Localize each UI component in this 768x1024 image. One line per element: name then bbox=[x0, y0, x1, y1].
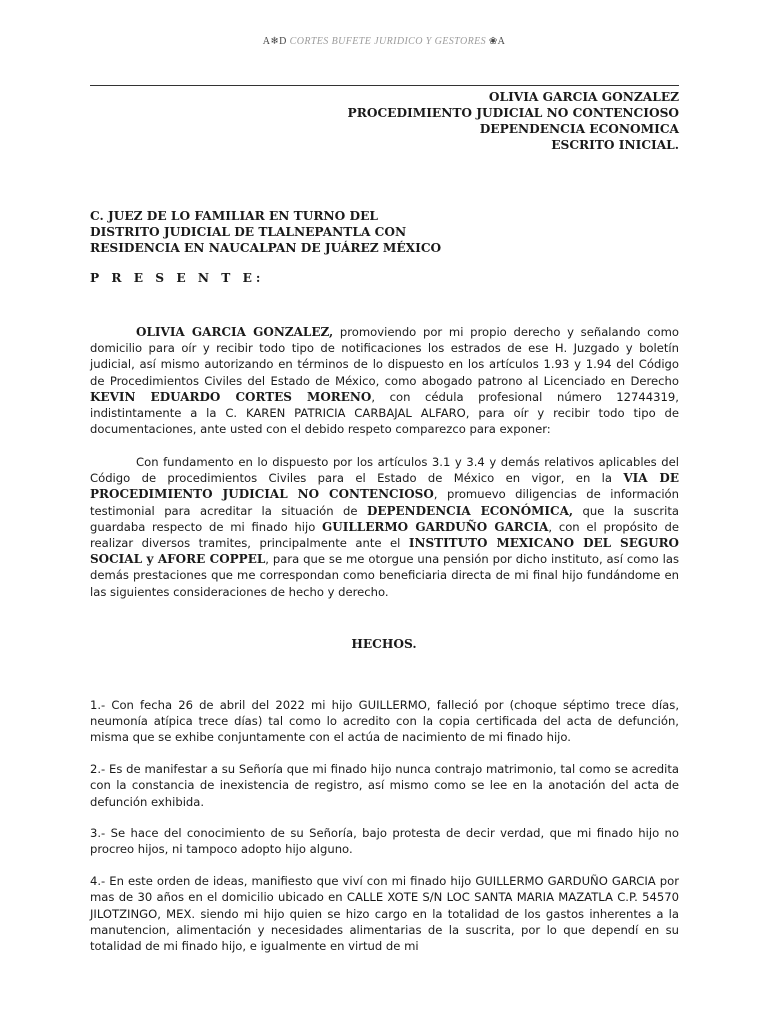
promovente-name: OLIVIA GARCIA GONZALEZ, bbox=[136, 325, 334, 339]
fundamento-text-e: , para que se me otorgue una pensión por dicho instituto, así como las demás prestaciones que me correspondan como beneficiaria directa de mi final hijo fundándome en las siguientes consideraciones de hecho y derecho. bbox=[90, 552, 679, 599]
hechos-list bbox=[90, 697, 679, 970]
case-header bbox=[348, 89, 679, 153]
hecho-item: 2.- Es de manifestar a su Señoría que mi finado hijo nunca contrajo matrimonio, tal como se acredita con la constancia de inexistencia de registro, así mismo como se lee en la anotación del acta de defunción exhibida. bbox=[90, 762, 679, 809]
addressee-line: RESIDENCIA EN NAUCALPAN DE JUÁREZ MÉXICO bbox=[90, 241, 442, 255]
lawyer-name: KEVIN EDUARDO CORTES MORENO bbox=[90, 389, 372, 404]
case-header-document-type: ESCRITO INICIAL. bbox=[551, 138, 679, 152]
fundamento-text-d: , con el propósito de realizar diversos tramites, principalmente ante el bbox=[90, 519, 680, 551]
hechos-heading: HECHOS. bbox=[351, 637, 417, 651]
letterhead-right-mark: ❀A bbox=[488, 36, 506, 47]
hecho-item: 4.- En este orden de ideas, manifiesto que viví con mi finado hijo GUILLERMO GARDUÑO GARCIA por mas de 30 años en el domicilio ubicado en CALLE XOTE S/N LOC SANTA MARIA MAZATLA C.P. 54570 JILOTZINGO, MEX. siendo mi hijo quien se hizo cargo en la totalidad de los gastos inherentes a la manutencion, alimentación y necesidades alimentarias de la suscrita, por lo que dependí en su totalidad de mi finado hijo, e igualmente en virtud de mi bbox=[90, 874, 679, 953]
presente-heading: P R E S E N T E: bbox=[90, 271, 265, 285]
fundamento-text-b: , promuevo diligencias de información testimonial para acreditar la situación de bbox=[90, 487, 679, 518]
addressee-line: C. JUEZ DE LO FAMILIAR EN TURNO DEL bbox=[90, 209, 378, 223]
case-header-party: OLIVIA GARCIA GONZALEZ bbox=[488, 90, 679, 104]
letterhead bbox=[0, 36, 768, 47]
letterhead-left-mark: A❄D bbox=[262, 36, 287, 47]
addressee-line: DISTRITO JUDICIAL DE TLALNEPANTLA CON bbox=[90, 225, 407, 239]
dependencia-economica: DEPENDENCIA ECONÓMICA, bbox=[366, 503, 574, 518]
case-header-procedure: PROCEDIMIENTO JUDICIAL NO CONTENCIOSO bbox=[347, 106, 679, 120]
intro-text-a: promoviendo por mi propio derecho y señalando como domicilio para oír y recibir todo tipo de notificaciones los estrados de ese H. Juzgado y boletín judicial, así mismo autorizando en términos de lo dispuesto en los artículos 1.93 y 1.94 del Código de Procedimientos Civiles del Estado de México, como abogado patrono al Licenciado en Derecho bbox=[90, 325, 679, 388]
fundamento-paragraph bbox=[90, 454, 679, 600]
hecho-item: 3.- Se hace del conocimiento de su Señoría, bajo protesta de decir verdad, que mi finado hijo no procreo hijos, ni tampoco adopto hijo alguno. bbox=[90, 826, 679, 857]
intro-text-b: , con cédula profesional número 12744319, indistintamente a la C. KAREN PATRICIA CARBAJAL ALFARO, para oír y recibir todo tipo de documentaciones, ante usted con el debido respeto comparezco para exponer: bbox=[90, 389, 679, 437]
hecho-item: 1.- Con fecha 26 de abril del 2022 mi hijo GUILLERMO, falleció por (choque séptimo trece días, neumonía atípica trece días) tal como lo acredito con la copia certificada del acta de defunción, misma que se exhibe conjuntamente con el actúa de nacimiento de mi finado hijo. bbox=[90, 698, 679, 745]
header-divider bbox=[90, 85, 679, 86]
via-procedimiento: VIA DE PROCEDIMIENTO JUDICIAL NO CONTENCIOSO bbox=[90, 471, 679, 502]
letterhead-text: CORTES BUFETE JURIDICO Y GESTORES bbox=[289, 36, 486, 47]
addressee-block bbox=[90, 208, 441, 256]
intro-paragraph bbox=[90, 324, 679, 437]
case-header-matter: DEPENDENCIA ECONOMICA bbox=[479, 122, 679, 136]
fundamento-text-a: Con fundamento en lo dispuesto por los artículos 3.1 y 3.4 y demás relativos aplicables del Código de procedimientos Civiles para el Estado de México en vigor, en la bbox=[90, 455, 679, 486]
fundamento-text-c: que la suscrita guardaba respecto de mi finado hijo bbox=[90, 503, 679, 534]
finado-hijo-name: GUILLERMO GARDUÑO GARCIA bbox=[322, 519, 549, 534]
instituto-name: INSTITUTO MEXICANO DEL SEGURO SOCIAL y AFORE COPPEL bbox=[90, 536, 679, 567]
